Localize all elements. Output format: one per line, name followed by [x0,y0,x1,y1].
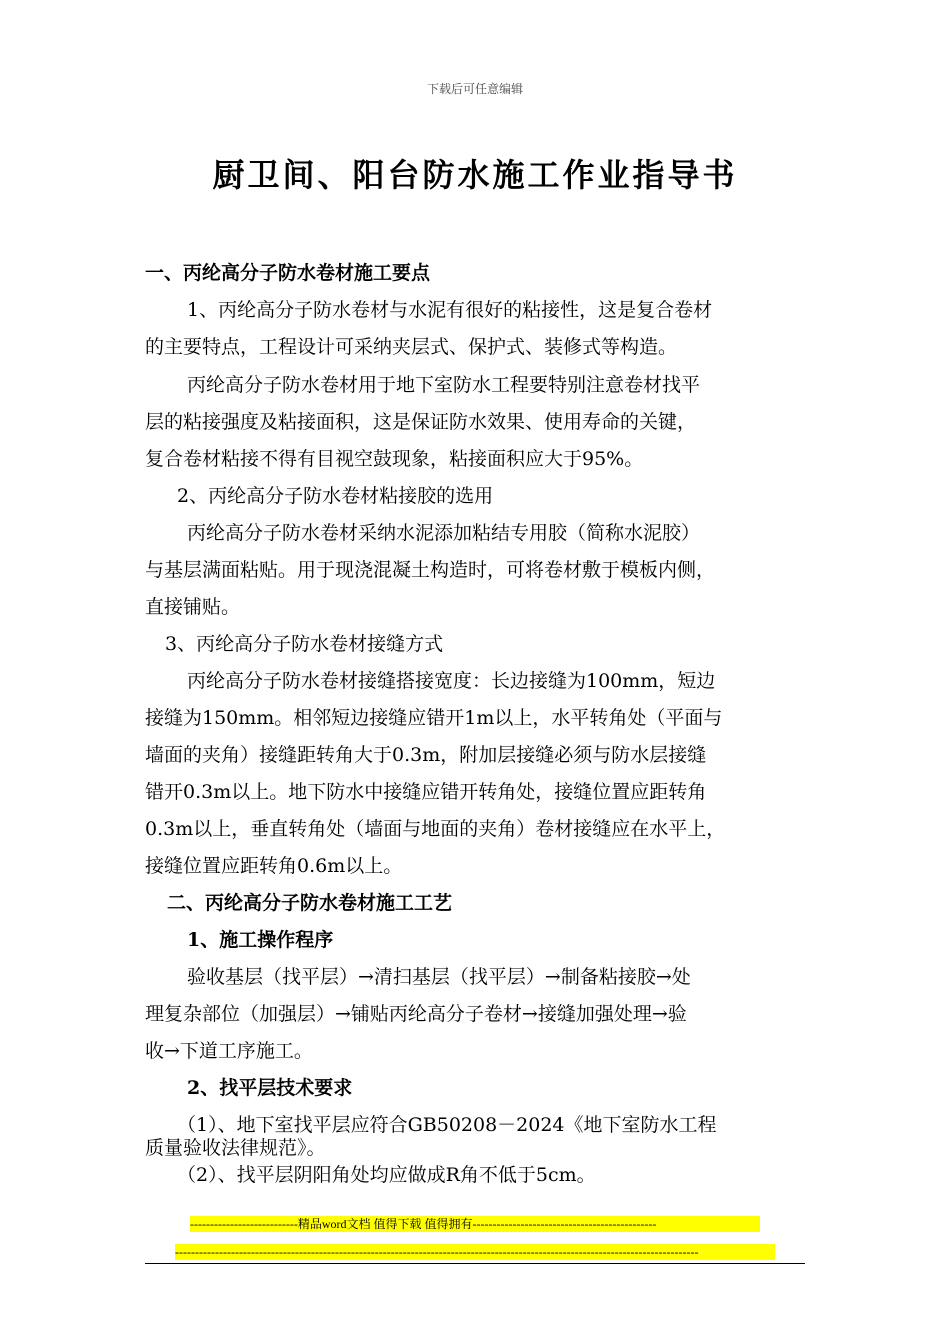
paragraph-line: 丙纶高分子防水卷材采纳水泥添加粘结专用胶（简称水泥胶） [187,522,701,544]
footer-banner: ---------------------------精品word文档 值得下载 值得拥有---------------------------------------------- [190,1216,760,1232]
paragraph-line: 验收基层（找平层）→清扫基层（找平层）→制备粘接胶→处 [187,966,691,988]
page-header: 下载后可任意编辑 [426,82,523,96]
subsection-heading: 1、施工操作程序 [187,929,334,951]
paragraph-line: 质量验收法律规范》。 [145,1137,326,1159]
paragraph-line: 墙面的夹角）接缝距转角大于0.3m，附加层接缝必须与防水层接缝 [145,744,707,766]
section-heading-1: 一、丙纶高分子防水卷材施工要点 [145,262,431,284]
footer-rule [145,1263,805,1264]
paragraph-line: 的主要特点，工程设计可采纳夹层式、保护式、装修式等构造。 [145,336,678,358]
paragraph-line: 直接铺贴。 [145,596,241,618]
paragraph-line: 错开0.3m以上。地下防水中接缝应错开转角处，接缝位置应距转角 [145,781,707,803]
paragraph-line: 丙纶高分子防水卷材用于地下室防水工程要特别注意卷材找平 [187,374,701,396]
document-title: 厨卫间、阳台防水施工作业指导书 [212,156,738,194]
paragraph-line: 接缝为150mm。相邻短边接缝应错开1m以上，水平转角处（平面与 [145,707,723,729]
paragraph-line: （2）、找平层阴阳角处均应做成R角不低于5cm。 [177,1164,596,1186]
paragraph-line: （1）、地下室找平层应符合GB50208－2024《地下室防水工程 [177,1114,717,1136]
subsection-heading: 2、丙纶高分子防水卷材粘接胶的选用 [177,485,494,507]
paragraph-line: 接缝位置应距转角0.6m以上。 [145,855,403,877]
paragraph-line: 丙纶高分子防水卷材接缝搭接宽度：长边接缝为100mm，短边 [187,670,716,692]
subsection-heading: 3、丙纶高分子防水卷材接缝方式 [165,633,444,655]
paragraph-line: 1、丙纶高分子防水卷材与水泥有很好的粘接性，这是复合卷材 [187,299,713,321]
paragraph-line: 理复杂部位（加强层）→铺贴丙纶高分子卷材→接缝加强处理→验 [145,1003,687,1025]
subsection-heading: 2、找平层技术要求 [187,1077,353,1099]
paragraph-line: 复合卷材粘接不得有目视空鼓现象，粘接面积应大于95%。 [145,448,644,470]
paragraph-line: 收→下道工序施工。 [145,1040,313,1062]
footer-dashes: ----------------------------------------------------------------------------------------------------------------------------------- [175,1244,775,1260]
paragraph-line: 与基层满面粘贴。用于现浇混凝土构造时，可将卷材敷于模板内侧， [145,559,716,581]
paragraph-line: 层的粘接强度及粘接面积，这是保证防水效果、使用寿命的关键， [145,411,697,433]
paragraph-line: 0.3m以上，垂直转角处（墙面与地面的夹角）卷材接缝应在水平上， [145,818,726,840]
section-heading-2: 二、丙纶高分子防水卷材施工工艺 [167,892,453,914]
